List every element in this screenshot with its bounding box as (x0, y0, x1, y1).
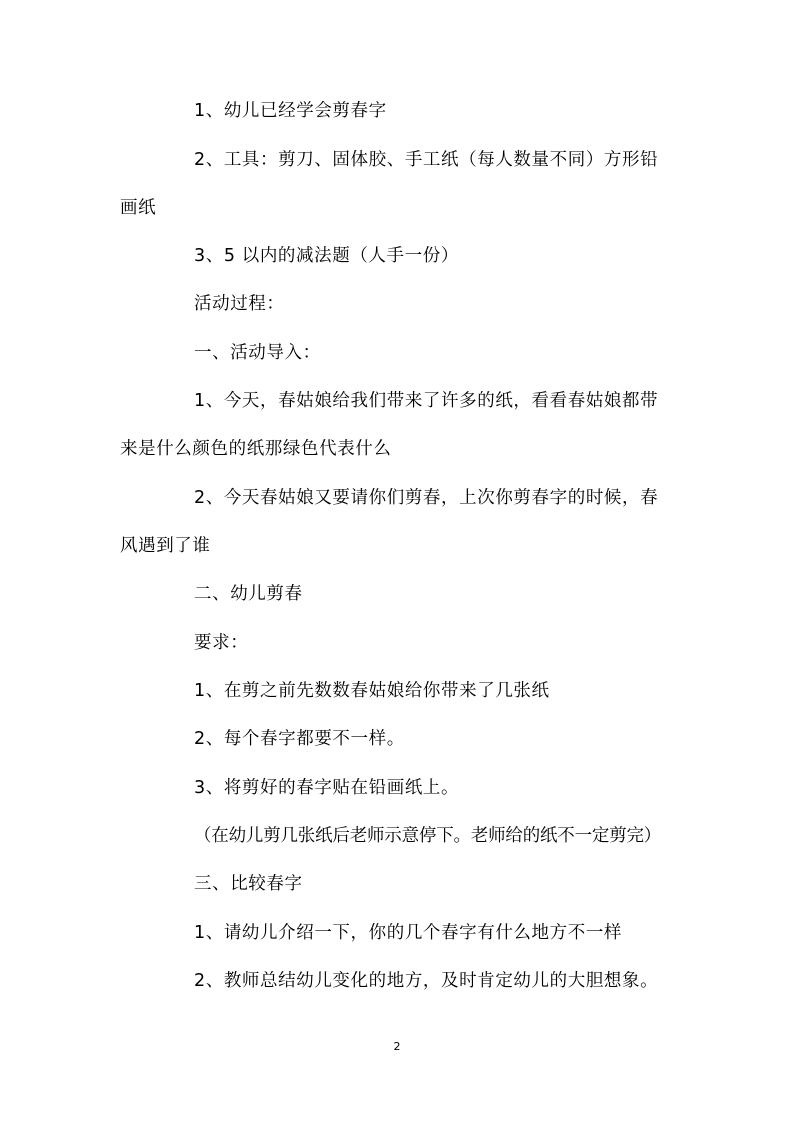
text-line: 2、每个春字都要不一样。 (194, 729, 405, 749)
text-line: （在幼儿剪几张纸后老师示意停下。老师给的纸不一定剪完） (194, 826, 662, 846)
text-line: 要求： (194, 633, 249, 653)
text-line: 2、工具：剪刀、固体胶、手工纸（每人数量不同）方形铅 (194, 150, 659, 170)
text-line: 来是什么颜色的纸那绿色代表什么 (120, 439, 392, 459)
text-line: 1、幼儿已经学会剪春字 (194, 101, 387, 121)
section-heading: 一、活动导入： (194, 343, 321, 363)
text-line: 3、将剪好的春字贴在铅画纸上。 (194, 778, 460, 798)
text-line: 3、5 以内的减法题（人手一份） (194, 246, 459, 266)
section-heading: 活动过程： (194, 294, 285, 314)
section-heading: 二、幼儿剪春 (194, 584, 303, 604)
text-line: 风遇到了谁 (120, 536, 211, 556)
text-line: 2、今天春姑娘又要请你们剪春，上次你剪春字的时候，春 (194, 488, 659, 508)
text-line: 1、今天，春姑娘给我们带来了许多的纸，看看春姑娘都带 (194, 391, 659, 411)
section-heading: 三、比较春字 (194, 874, 303, 894)
text-line: 1、在剪之前先数数春姑娘给你带来了几张纸 (194, 681, 550, 701)
text-line: 2、教师总结幼儿变化的地方，及时肯定幼儿的大胆想象。 (194, 971, 659, 991)
text-line: 1、请幼儿介绍一下，你的几个春字有什么地方不一样 (194, 923, 623, 943)
text-line: 画纸 (120, 198, 157, 218)
page-number: 2 (393, 1040, 401, 1053)
